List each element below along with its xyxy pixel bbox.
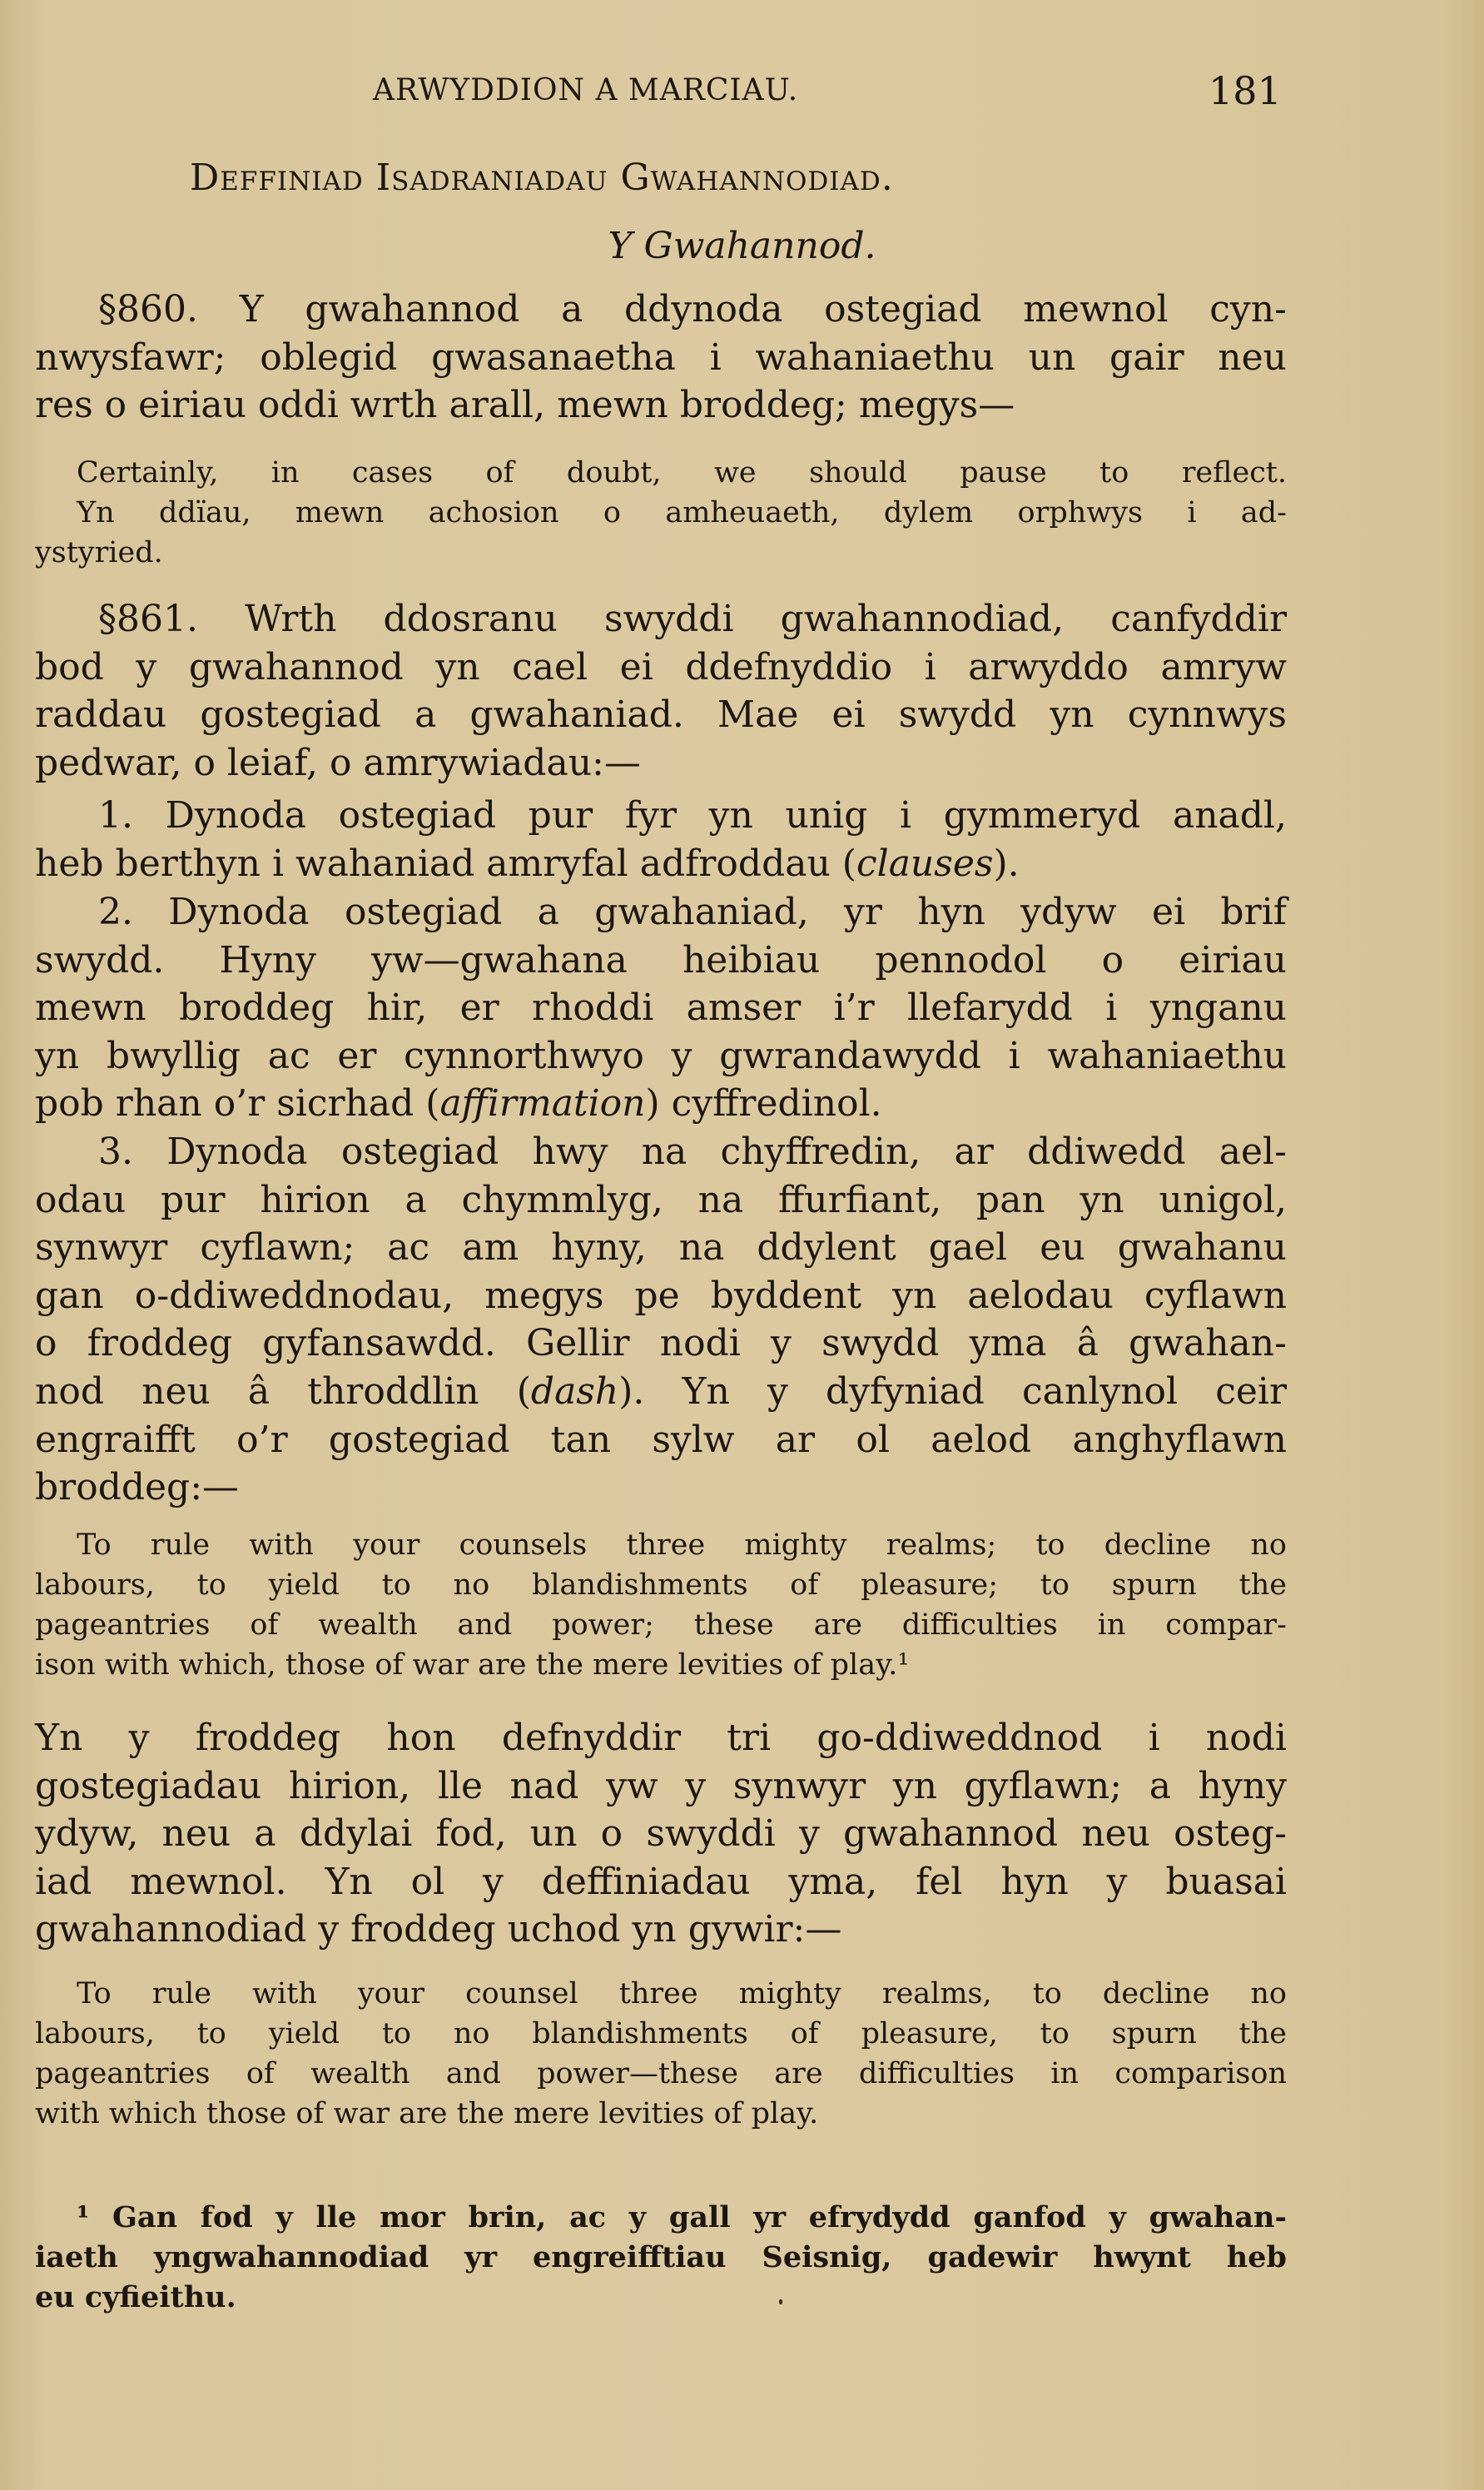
text-segment: ison with which, those of war are the mere levities of play.¹: [35, 1648, 910, 1682]
text-segment: Yn y froddeg hon defnyddir tri go-ddiweddnod i nodi: [35, 1717, 1287, 1759]
text-segment: pageantries of wealth and power—these are difficulties in comparison: [35, 2057, 1287, 2090]
text-segment: To rule with your counsel three mighty realms, to decline no: [77, 1977, 1287, 2010]
text-segment: yn bwyllig ac er cynnorthwyo y gwrandawydd i wahaniaethu: [35, 1034, 1287, 1077]
text-segment: gwahannodiad y froddeg uchod yn gywir:—: [35, 1908, 842, 1951]
text-segment: ¹ Gan fod y lle mor brin, ac y gall yr efrydydd ganfod y gwahan-: [77, 2200, 1287, 2234]
text-segment: To rule with your counsels three mighty realms; to decline no: [77, 1528, 1287, 1562]
text-line: [35, 1858, 1287, 1906]
text-segment: §861. Wrth ddosranu swyddi gwahannodiad, canfyddir: [98, 598, 1287, 640]
text-segment: nwysfawr; oblegid gwasanaetha i wahaniaethu un gair neu: [35, 335, 1287, 379]
text-segment: heb berthyn i wahaniad amryfal adfroddau (: [35, 842, 856, 885]
footnote-line: [35, 2238, 1287, 2278]
text-line: [98, 1128, 1287, 1176]
italic-term: clauses: [856, 842, 994, 885]
section-heading: Deffiniad Isadraniadau Gwahannodiad.: [190, 157, 894, 199]
example-line: [35, 2014, 1287, 2054]
text-segment: raddau gostegiad a gwahaniad. Mae ei swydd yn cynnwys: [35, 693, 1287, 737]
text-segment: bod y gwahannod yn cael ei ddefnyddio i arwyddo amryw: [35, 645, 1287, 688]
text-segment: nod neu â throddlin (: [35, 1370, 531, 1413]
text-segment: Yn ddïau, mewn achosion o amheuaeth, dylem orphwys i ad-: [77, 496, 1287, 529]
text-line: [35, 1714, 1287, 1762]
example-line: [35, 1605, 1287, 1645]
text-segment: 1. Dynoda ostegiad pur fyr yn unig i gymmeryd anadl,: [98, 794, 1287, 837]
text-line: [35, 739, 1287, 788]
example-line: [77, 493, 1287, 533]
text-segment: engraifft o’r gostegiad tan sylw ar ol aelod anghyflawn: [35, 1418, 1287, 1461]
text-segment: gostegiadau hirion, lle nad yw y synwyr yn gyflawn; a hyny: [35, 1764, 1287, 1807]
text-segment: iaeth yngwahannodiad yr engreifftiau Seisnig, gadewir hwynt heb: [35, 2240, 1287, 2274]
text-segment: labours, to yield to no blandishments of pleasure; to spurn the: [35, 1568, 1287, 1602]
text-line: [35, 1368, 1287, 1416]
italic-term: affirmation: [439, 1082, 646, 1126]
text-segment: eu cyfieithu.: [35, 2280, 236, 2314]
text-line: [35, 937, 1287, 985]
text-line: [35, 984, 1287, 1032]
example-line: [35, 1565, 1287, 1605]
text-segment: res o eiriau oddi wrth arall, mewn broddeg; megys—: [35, 384, 1015, 427]
text-line: [35, 1810, 1287, 1858]
text-segment: iad mewnol. Yn ol y deffiniadau yma, fel hyn y buasai: [35, 1860, 1287, 1903]
running-title: ARWYDDION A MARCIAU.: [373, 73, 799, 107]
example-line: [77, 453, 1287, 493]
text-line: [35, 381, 1287, 430]
text-segment: pageantries of wealth and power; these are difficulties in compar-: [35, 1608, 1287, 1642]
text-line: [35, 1272, 1287, 1320]
example-line: [77, 1974, 1287, 2014]
ink-speck: [779, 2299, 782, 2304]
text-line: [35, 1416, 1287, 1464]
text-segment: swydd. Hyny yw—gwahana heibiau pennodol o eiriau: [35, 938, 1287, 982]
subheading: Y Gwahannod.: [608, 225, 876, 267]
text-segment: gan o-ddiweddnodau, megys pe byddent yn aelodau cyflawn: [35, 1274, 1287, 1317]
text-line: [35, 334, 1287, 382]
text-segment: labours, to yield to no blandishments of pleasure, to spurn the: [35, 2017, 1287, 2050]
text-segment: ).: [993, 842, 1020, 885]
text-segment: Certainly, in cases of doubt, we should pause to reflect.: [77, 456, 1287, 490]
text-line: [35, 1176, 1287, 1225]
text-line: [35, 644, 1287, 692]
text-line: [35, 1224, 1287, 1272]
text-segment: §860. Y gwahannod a ddynoda ostegiad mewnol cyn-: [98, 288, 1287, 331]
footnote-line: [35, 2278, 1287, 2318]
text-segment: pedwar, o leiaf, o amrywiadau:—: [35, 741, 641, 784]
text-line: [35, 1320, 1287, 1368]
text-segment: 2. Dynoda ostegiad a gwahaniad, yr hyn ydyw ei brif: [98, 891, 1287, 933]
example-line: [77, 1525, 1287, 1565]
text-segment: odau pur hirion a chymmlyg, na ffurfiant, pan yn unigol,: [35, 1178, 1287, 1221]
text-segment: ydyw, neu a ddylai fod, un o swyddi y gwahannod neu osteg-: [35, 1812, 1287, 1856]
text-segment: mewn broddeg hir, er rhoddi amser i’r llefarydd i ynganu: [35, 987, 1287, 1030]
example-line: [35, 1645, 1287, 1685]
italic-term: dash: [530, 1370, 619, 1413]
text-line: [98, 286, 1287, 334]
text-line: [35, 1032, 1287, 1081]
example-line: [35, 533, 1287, 573]
text-line: [35, 1464, 1287, 1512]
text-line: [35, 1080, 1287, 1128]
text-line: [35, 1762, 1287, 1811]
text-line: [98, 888, 1287, 937]
text-line: [98, 792, 1287, 840]
text-segment: with which those of war are the mere levities of play.: [35, 2097, 819, 2130]
page-number: 181: [1209, 68, 1282, 113]
text-line: [35, 1906, 1287, 1954]
text-segment: o froddeg gyfansawdd. Gellir nodi y swydd yma â gwahan-: [35, 1322, 1287, 1365]
text-line: [35, 691, 1287, 739]
text-line: [98, 595, 1287, 644]
text-line: [35, 840, 1287, 888]
text-segment: ystyried.: [35, 536, 163, 569]
example-line: [35, 2054, 1287, 2094]
example-line: [35, 2094, 1287, 2134]
text-segment: ) cyffredinol.: [645, 1082, 882, 1126]
text-segment: 3. Dynoda ostegiad hwy na chyffredin, ar ddiwedd ael-: [98, 1131, 1287, 1173]
text-segment: synwyr cyflawn; ac am hyny, na ddylent gael eu gwahanu: [35, 1226, 1287, 1270]
text-segment: broddeg:—: [35, 1466, 240, 1509]
footnote-line: [77, 2198, 1287, 2238]
text-segment: ). Yn y dyfyniad canlynol ceir: [618, 1370, 1287, 1413]
text-segment: pob rhan o’r sicrhad (: [35, 1082, 440, 1126]
